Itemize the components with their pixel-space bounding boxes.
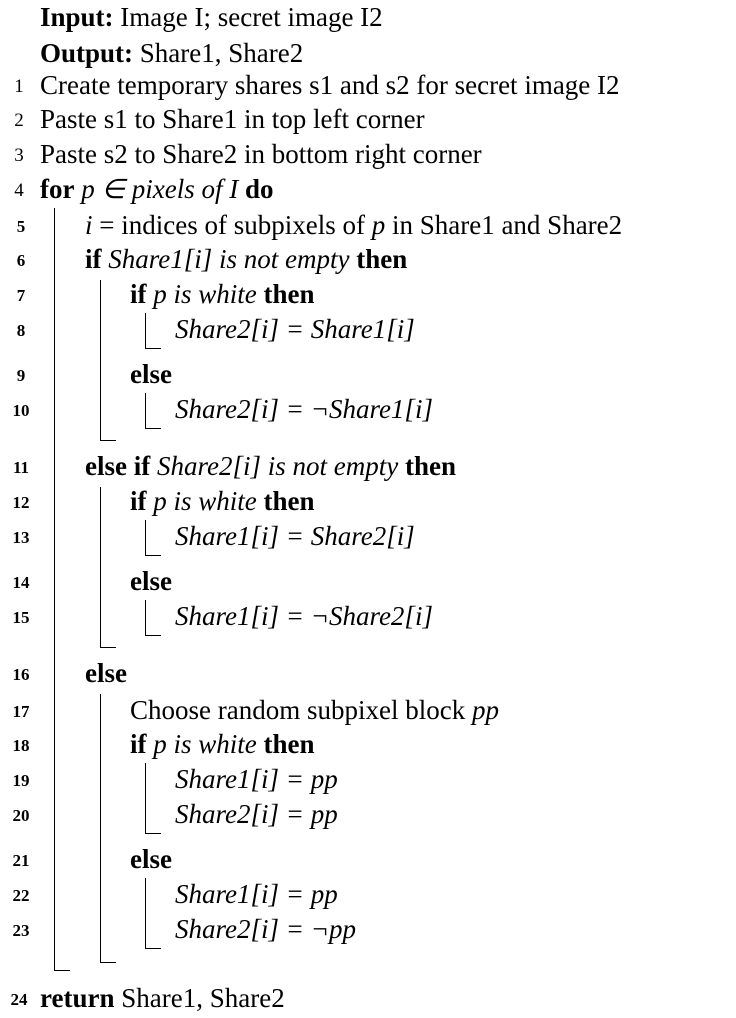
stmt-bar xyxy=(145,313,146,348)
stmt-end xyxy=(145,635,161,636)
line-10: Share2[i] = ¬Share1[i] xyxy=(175,394,433,424)
line-12: if p is white then xyxy=(130,486,315,516)
for-block-bar xyxy=(54,208,55,970)
line-number: 5 xyxy=(16,217,26,236)
stmt-end xyxy=(145,833,161,834)
input-label: Input: xyxy=(40,2,114,32)
line-number: 7 xyxy=(16,286,26,305)
line-number: 24 xyxy=(10,990,28,1009)
output-line xyxy=(40,38,303,68)
for-block-end xyxy=(54,970,70,971)
input-text: Image I; secret image I2 xyxy=(120,2,383,32)
stmt-bar xyxy=(145,763,146,833)
line-number: 12 xyxy=(12,493,30,512)
line-2: Paste s1 to Share1 in top left corner xyxy=(40,104,425,134)
elseif-block-bar xyxy=(100,487,101,647)
elseif-block-end xyxy=(100,647,116,648)
line-22: Share1[i] = pp xyxy=(175,879,338,909)
if-block-end xyxy=(100,440,116,441)
line-7: if p is white then xyxy=(130,279,315,309)
line-13: Share1[i] = Share2[i] xyxy=(175,521,415,551)
line-number: 17 xyxy=(12,702,30,721)
line-20: Share2[i] = pp xyxy=(175,799,338,829)
line-number: 19 xyxy=(12,771,30,790)
line-number: 13 xyxy=(12,528,30,547)
line-number: 4 xyxy=(14,180,24,201)
line-5: i = indices of subpixels of p in Share1 and Share2 xyxy=(85,210,623,240)
else-block-bar xyxy=(100,694,101,962)
line-number: 2 xyxy=(14,110,24,131)
stmt-bar xyxy=(145,878,146,948)
line-17: Choose random subpixel block pp xyxy=(130,695,499,725)
else-block-end xyxy=(100,962,116,963)
line-16: else xyxy=(85,658,127,688)
line-number: 3 xyxy=(14,145,24,166)
line-number: 16 xyxy=(12,665,30,684)
stmt-end xyxy=(145,348,161,349)
input-line xyxy=(40,2,383,32)
line-1: Create temporary shares s1 and s2 for secret image I2 xyxy=(40,70,620,100)
stmt-bar xyxy=(145,393,146,428)
line-6: if Share1[i] is not empty then xyxy=(85,244,408,274)
stmt-bar xyxy=(145,600,146,635)
if-block-bar xyxy=(100,280,101,440)
line-number: 14 xyxy=(12,573,30,592)
stmt-end xyxy=(145,948,161,949)
line-18: if p is white then xyxy=(130,729,315,759)
line-number: 21 xyxy=(12,851,30,870)
line-23: Share2[i] = ¬pp xyxy=(175,914,356,944)
line-number: 10 xyxy=(12,401,30,420)
line-number: 15 xyxy=(12,608,30,627)
line-9: else xyxy=(130,359,172,389)
line-15: Share1[i] = ¬Share2[i] xyxy=(175,601,433,631)
line-number: 1 xyxy=(14,76,24,97)
line-number: 20 xyxy=(12,806,30,825)
stmt-end xyxy=(145,555,161,556)
line-11: else if Share2[i] is not empty then xyxy=(85,451,456,481)
stmt-bar xyxy=(145,520,146,555)
line-number: 8 xyxy=(16,321,26,340)
line-number: 18 xyxy=(12,736,30,755)
line-number: 11 xyxy=(12,458,30,477)
output-text: Share1, Share2 xyxy=(139,38,304,68)
line-number: 9 xyxy=(16,366,26,385)
line-number: 23 xyxy=(12,921,30,940)
line-24: return Share1, Share2 xyxy=(40,983,285,1013)
line-14: else xyxy=(130,566,172,596)
line-4: for p ∈ pixels of I do xyxy=(40,174,274,204)
line-8: Share2[i] = Share1[i] xyxy=(175,314,415,344)
line-19: Share1[i] = pp xyxy=(175,764,338,794)
line-number: 6 xyxy=(16,251,26,270)
line-number: 22 xyxy=(12,886,30,905)
stmt-end xyxy=(145,428,161,429)
output-label: Output: xyxy=(40,38,134,68)
line-3: Paste s2 to Share2 in bottom right corner xyxy=(40,139,482,169)
line-21: else xyxy=(130,844,172,874)
